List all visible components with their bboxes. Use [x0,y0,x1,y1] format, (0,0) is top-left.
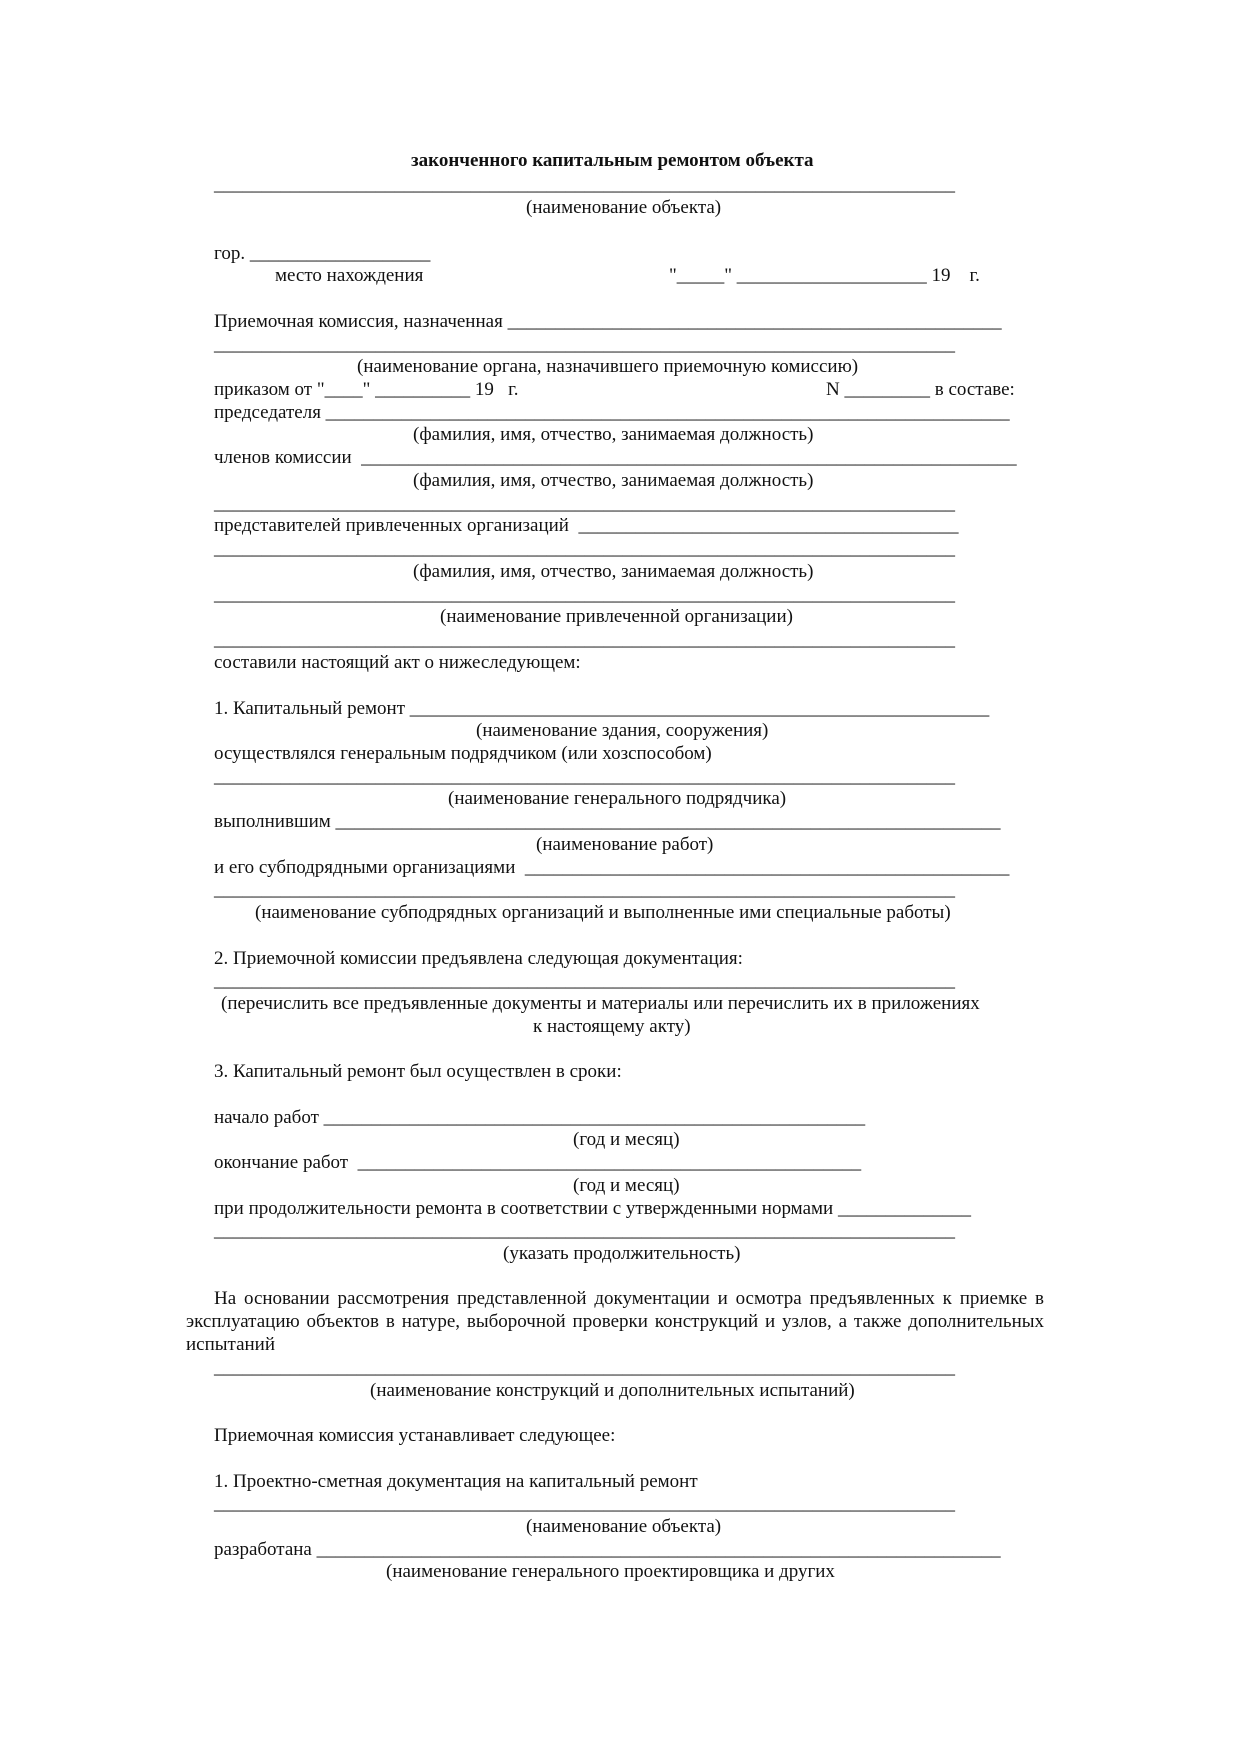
representatives-field: представителей привлеченных организаций ________________________________________ [214,515,959,536]
person-caption: (фамилия, имя, отчество, занимаемая должность) [413,470,814,491]
blank-line: ______________________________________________________________________________ [214,1493,955,1514]
chairman-field: председателя ________________________________________________________________________ [214,402,1010,423]
organization-caption: (наименование привлеченной организации) [440,606,793,627]
capital-repair-field: 1. Капитальный ремонт _____________________________________________________________ [214,698,990,719]
location-caption: место нахождения [275,265,424,286]
document-title: законченного капитальным ремонтом объекта [411,150,814,171]
building-caption: (наименование здания, сооружения) [476,720,769,741]
blank-line: ______________________________________________________________________________ [214,629,955,650]
order-date-field: приказом от "____" __________ 19 г. [214,379,519,400]
date-field: "_____" ____________________ 19 г. [669,265,980,286]
appointing-organ-caption: (наименование органа, назначившего приемочную комиссию) [357,356,859,377]
blank-line: ______________________________________________________________________________ [214,1220,955,1241]
year-month-caption: (год и месяц) [573,1175,680,1196]
person-caption: (фамилия, имя, отчество, занимаемая должность) [413,424,814,445]
blank-line: ______________________________________________________________________________ [214,493,955,514]
commission-appointed-field: Приемочная комиссия, назначенная ____________________________________________________ [214,311,1002,332]
duration-field: при продолжительности ремонта в соответствии с утвержденными нормами ______________ [214,1198,971,1219]
documents-caption-line2: к настоящему акту) [533,1016,691,1037]
end-date-field: окончание работ _____________________________________________________ [214,1152,862,1173]
blank-line: ______________________________________________________________________________ [214,970,955,991]
designer-caption: (наименование генерального проектировщика и других [386,1561,835,1582]
person-caption: (фамилия, имя, отчество, занимаемая должность) [413,561,814,582]
subcontractors-field: и его субподрядными организациями ___________________________________________________ [214,857,1010,878]
constructions-caption: (наименование конструкций и дополнительных испытаний) [370,1380,855,1401]
blank-line: ______________________________________________________________________________ [214,1357,955,1378]
design-documentation-item: 1. Проектно-сметная документация на капитальный ремонт [214,1471,698,1492]
start-date-field: начало работ _________________________________________________________ [214,1107,866,1128]
order-number-field: N _________ в составе: [826,379,1015,400]
blank-line: ______________________________________________________________________________ [214,766,955,787]
terms-statement: 3. Капитальный ремонт был осуществлен в сроки: [214,1061,622,1082]
blank-line: ______________________________________________________________________________ [214,584,955,605]
contractor-statement: осуществлялся генеральным подрядчиком (или хозспособом) [214,743,712,764]
contractor-caption: (наименование генерального подрядчика) [448,788,787,809]
object-name-caption: (наименование объекта) [526,1516,722,1537]
blank-line: ______________________________________________________________________________ [214,538,955,559]
documentation-statement: 2. Приемочной комиссии предъявлена следующая документация: [214,948,743,969]
documents-caption-line1: (перечислить все предъявленные документы и материалы или перечислить их в приложениях [221,993,980,1014]
commission-establishes: Приемочная комиссия устанавливает следующее: [214,1425,616,1446]
developed-by-field: разработана ________________________________________________________________________ [214,1539,1001,1560]
subcontractors-caption: (наименование субподрядных организаций и выполненные ими специальные работы) [255,902,951,923]
blank-line: ______________________________________________________________________________ [214,879,955,900]
city-field: гор. ___________________ [214,243,431,264]
object-name-field: ______________________________________________________________________________ [214,174,955,195]
inspection-paragraph: На основании рассмотрения представленной документации и осмотра предъявленных к приемке в эксплуатацию объектов в натуре, выборочной проверки конструкций и узлов, а также дополнительных испытаний [186,1288,1044,1355]
members-field: членов комиссии _____________________________________________________________________ [214,447,1017,468]
performed-field: выполнившим ______________________________________________________________________ [214,811,1001,832]
compiled-statement: составили настоящий акт о нижеследующем: [214,652,581,673]
duration-caption: (указать продолжительность) [503,1243,741,1264]
year-month-caption: (год и месяц) [573,1129,680,1150]
object-name-caption: (наименование объекта) [526,197,722,218]
blank-line: ______________________________________________________________________________ [214,334,955,355]
works-caption: (наименование работ) [536,834,714,855]
